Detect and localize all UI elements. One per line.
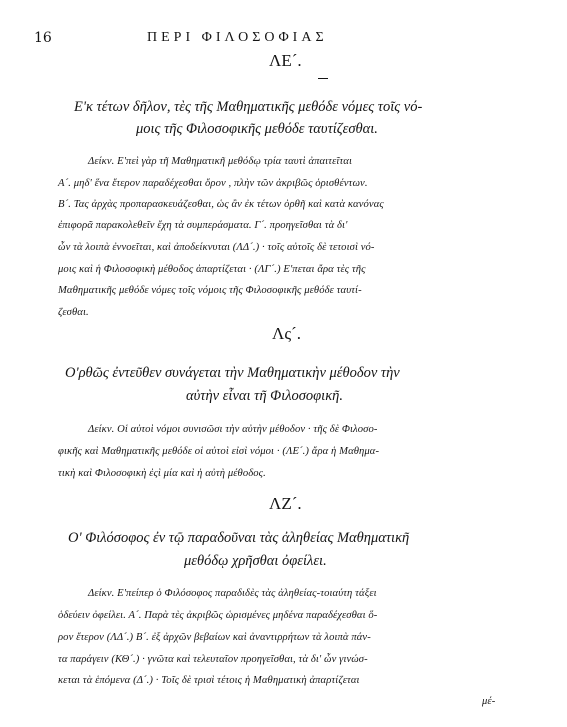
demonstration-line: Δείκν. Ε'πεὶ γὰρ τῆ Μαθηματικῆ μεθόδῳ τρία ταυτὶ ἀπαιτεῖται	[88, 156, 352, 167]
demonstration-line: Δείκν. Ε'πείπερ ὁ Φιλόσοφος παραδιδὲς τὰς ἀληθείας-τοιαύτη τάξει	[88, 588, 377, 599]
proposition-line: μεθόδῳ χρῆσθαι ὀφείλει.	[184, 553, 327, 569]
section-number: ΛΖ´.	[269, 494, 302, 513]
demonstration-line: ὁδεύειν ὀφείλει. Α´. Παρὰ τὲς ἀκριβῶς ὡρισμένες μηδένα παραδέχεσθαι ὅ-	[58, 610, 378, 621]
proposition-line: αὐτὴν εἶναι τῆ Φιλοσοφικῆ.	[186, 388, 343, 404]
demonstration-line: κεται τὰ ἑπόμενα (Δ´.) · Τοῖς δὲ τρισὶ τέτοις ἡ Μαθηματικὴ ἀπαρτίζεται	[58, 675, 360, 686]
demonstration-line: τικὴ καὶ Φιλοσοφικὴ ἐςὶ μία καὶ ἡ αὐτὴ μέθοδος.	[58, 468, 266, 479]
proposition-line: Ο' Φιλόσοφος ἐν τῷ παραδοῦναι τὰς ἀληθείας Μαθηματικῆ	[68, 530, 410, 546]
demonstration-line: ὧν τὰ λοιπὰ ἐννοεῖται, καὶ ἀποδείκνυται (ΛΔ´.) · τοῖς αὐτοῖς δὲ τετοισὶ νό-	[58, 242, 375, 253]
demonstration-line: φικῆς καὶ Μαθηματικῆς μεθόδε οἱ αὐτοὶ εἰσὶ νόμοι · (ΛΕ´.) ἄρα ἡ Μαθημα-	[58, 446, 380, 457]
demonstration-line: τα παράγειν (ΚΘ´.) · γνῶτα καὶ τελευταῖον προηγεῖσθαι, τὰ δι' ὧν γινώσ-	[58, 654, 368, 665]
demonstration-line: ρον ἕτερον (ΛΔ´.) Β´. ἐξ ἀρχῶν βεβαίων καὶ ἀναντιρρήτων τὰ λοιπὰ πάν-	[58, 632, 371, 643]
section-number: ΛΕ´.	[269, 51, 302, 70]
demonstration-line: Μαθηματικῆς μεθόδε νόμες τοῖς νόμοις τῆς Φιλοσοφικῆς μεθόδε ταυτί-	[58, 285, 362, 296]
demonstration-line: ἐπιφορᾶ παρακολεθεῖν ἔχη τὰ συμπεράσματα. Γ´. προηγεῖσθαι τὰ δι'	[58, 220, 348, 231]
proposition-line: Ε'κ τέτων δῆλον, τὲς τῆς Μαθηματικῆς μεθόδε νόμες τοῖς νό-	[74, 99, 423, 115]
catchword: μέ-	[482, 696, 496, 707]
section-divider	[318, 78, 328, 79]
proposition-line: μοις τῆς Φιλοσοφικῆς μεθόδε ταυτίζεσθαι.	[136, 121, 378, 137]
demonstration-line: Δείκν. Οἱ αὐτοὶ νόμοι συνισῶσι τὴν αὐτὴν μέθοδον · τῆς δὲ Φιλοσο-	[88, 424, 378, 435]
demonstration-line: ζεσθαι.	[58, 307, 89, 318]
proposition-line: Ο'ρθῶς ἐντεῦθεν συνάγεται τὴν Μαθηματικὴν μέθοδον τὴν	[65, 365, 400, 381]
demonstration-line: μοις καὶ ἡ Φιλοσοφικὴ μέθοδος ἀπαρτίζεται · (ΛΓ´.) Ε'πεται ἄρα τὲς τῆς	[58, 264, 366, 275]
section-number: Λς´.	[272, 324, 301, 343]
demonstration-line: Β´. Τας ἀρχὰς προπαρασκευάζεσθαι, ὡς ἂν ἐκ τέτων ὀρθῆ καὶ κατὰ κανόνας	[58, 199, 384, 210]
demonstration-line: Α´. μηδ' ἕνα ἕτερον παραδέχεσθαι ὅρον , πλὴν τῶν ἀκριβῶς ὁρισθέντων.	[58, 178, 368, 189]
running-title: ΠΕΡΙ ΦΙΛΟΣΟΦΙΑΣ	[147, 30, 328, 45]
page-number: 16	[34, 30, 52, 46]
